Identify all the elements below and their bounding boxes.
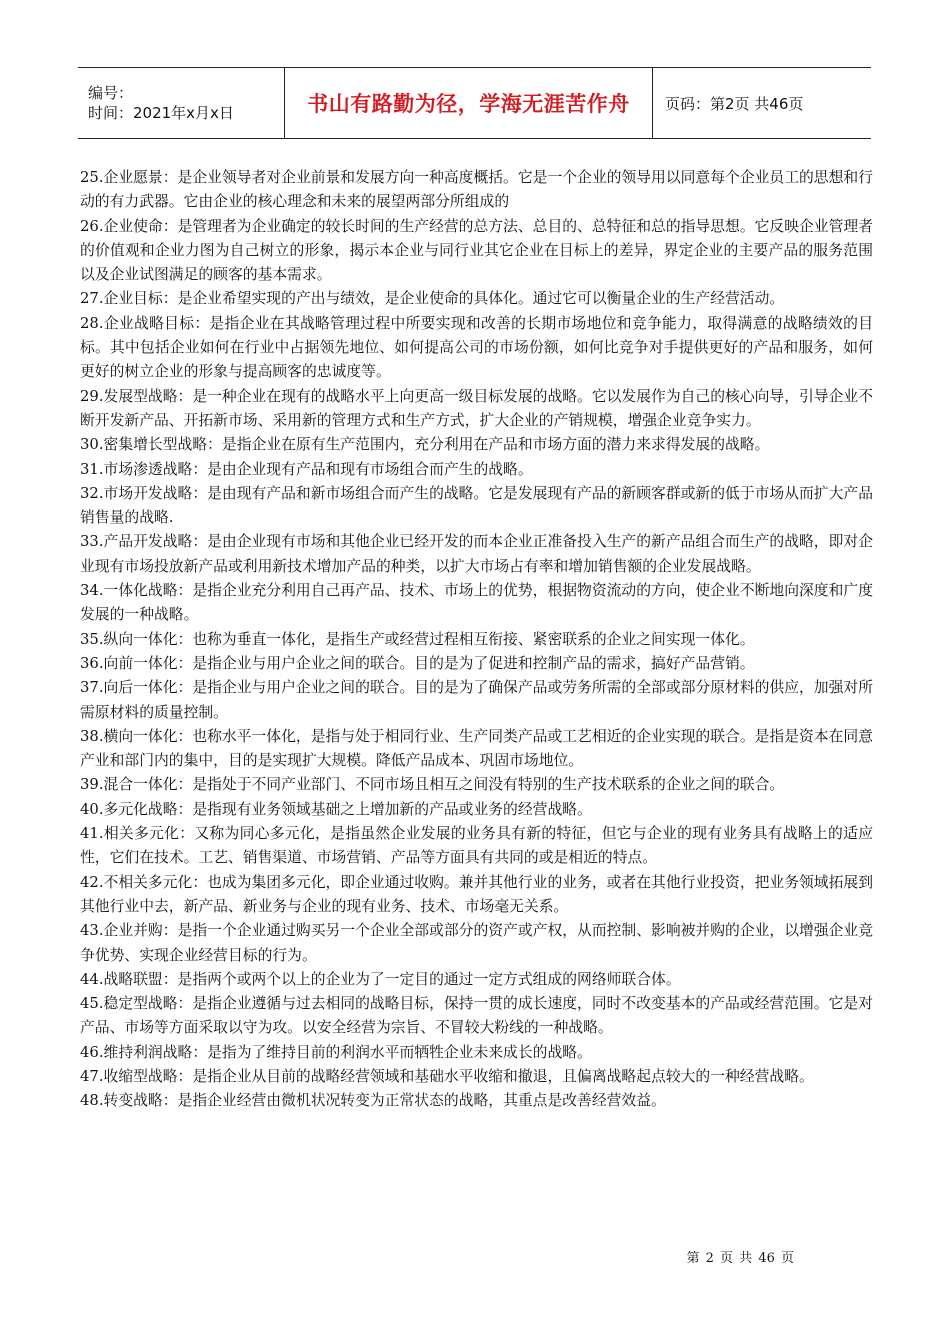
paragraph-42: 42.不相关多元化：也成为集团多元化，即企业通过收购。兼并其他行业的业务，或者在其他行业投资，把业务领域拓展到其他行业中去，新产品、新业务与企业的现有业务、技术、市场毫无关系。: [80, 873, 873, 915]
paragraph-26: 26.企业使命：是管理者为企业确定的较长时间的生产经营的总方法、总目的、总特征和总的指导思想。它反映企业管理者的价值观和企业力图为自己树立的形象，揭示本企业与同行业其它企业在目标上的差异，界定企业的主要产品的服务范围以及企业试图满足的顾客的基本需求。: [80, 217, 873, 284]
paragraph-34: 34.一体化战略：是指企业充分利用自己再产品、技术、市场上的优势，根据物资流动的方向，使企业不断地向深度和广度发展的一种战略。: [80, 582, 873, 624]
paragraph-44: 44.战略联盟：是指两个或两个以上的企业为了一定目的通过一定方式组成的网络师联合体。: [80, 970, 681, 988]
paragraph-33: 33.产品开发战略：是由企业现有市场和其他企业已经开发的而本企业正准备投入生产的新产品组合而生产的战略，即对企业现有市场投放新产品或利用新技术增加产品的种类，以扩大市场占有率和增加销售额的企业发展战略。: [80, 533, 873, 575]
time-label: 时间：2021年x月x日: [88, 104, 234, 122]
paragraph-43: 43.企业并购：是指一个企业通过购买另一个企业全部或部分的资产或产权，从而控制、影响被并购的企业，以增强企业竞争优势、实现企业经营目标的行为。: [80, 922, 873, 964]
page-number-label: 页码：第2页 共46页: [665, 94, 804, 113]
paragraph-40: 40.多元化战略：是指现有业务领域基础之上增加新的产品或业务的经营战略。: [80, 800, 592, 818]
paragraph-36: 36.向前一体化：是指企业与用户企业之间的联合。目的是为了促进和控制产品的需求，搞好产品营销。: [80, 654, 755, 672]
paragraph-28: 28.企业战略目标：是指企业在其战略管理过程中所要实现和改善的长期市场地位和竞争能力，取得满意的战略绩效的目标。其中包括企业如何在行业中占据领先地位、如何提高公司的市场份额，如何比竞争对手提供更好的产品和服务，如何更好的树立企业的形象与提高顾客的忠诚度等。: [80, 314, 873, 381]
paragraph-47: 47.收缩型战略：是指企业从目前的战略经营领域和基础水平收缩和撤退，且偏离战略起点较大的一种经营战略。: [80, 1067, 814, 1085]
paragraph-30: 30.密集增长型战略：是指企业在原有生产范围内，充分利用在产品和市场方面的潜力来求得发展的战略。: [80, 436, 770, 454]
paragraph-39: 39.混合一体化：是指处于不同产业部门、不同市场且相互之间没有特别的生产技术联系的企业之间的联合。: [80, 776, 785, 794]
paragraph-45: 45.稳定型战略：是指企业遵循与过去相同的战略目标，保持一贯的成长速度，同时不改变基本的产品或经营范围。它是对产品、市场等方面采取以守为攻。以安全经营为宗旨、不冒较大粉线的一种战略。: [80, 995, 873, 1037]
header-page-cell: [653, 68, 871, 138]
header-motto-cell: [285, 68, 653, 138]
page-footer: 第 2 页 共 46 页: [686, 1251, 794, 1266]
paragraph-29: 29.发展型战略：是一种企业在现有的战略水平上向更高一级目标发展的战略。它以发展作为自己的核心向导，引导企业不断开发新产品、开拓新市场、采用新的管理方式和生产方式，扩大企业的产销规模，增强企业竞争实力。: [80, 387, 873, 429]
paragraph-35: 35.纵向一体化：也称为垂直一体化，是指生产或经营过程相互衔接、紧密联系的企业之间实现一体化。: [80, 630, 755, 648]
motto-text: 书山有路勤为径，学海无涯苦作舟: [307, 92, 630, 116]
paragraph-38: 38.横向一体化：也称水平一体化，是指与处于相同行业、生产同类产品或工艺相近的企业实现的联合。是指是资本在同意产业和部门内的集中，目的是实现扩大规模。降低产品成本、巩固市场地位。: [80, 727, 873, 770]
paragraph-31: 31.市场渗透战略：是由企业现有产品和现有市场组合而产生的战略。: [80, 460, 533, 478]
document-body: [80, 166, 873, 1114]
page-header: [78, 67, 871, 139]
paragraph-41: 41.相关多元化：又称为同心多元化，是指虽然企业发展的业务具有新的特征，但它与企业的现有业务具有战略上的适应性，它们在技术。工艺、销售渠道、市场营销、产品等方面具有共同的或是相近的特点。: [80, 825, 873, 867]
paragraph-27: 27.企业目标：是企业希望实现的产出与绩效，是企业使命的具体化。通过它可以衡量企业的生产经营活动。: [80, 290, 785, 308]
paragraph-48: 48.转变战略：是指企业经营由微机状况转变为正常状态的战略，其重点是改善经营效益。: [80, 1092, 666, 1110]
number-label: 编号：: [88, 84, 134, 102]
header-info-cell: [78, 68, 285, 138]
paragraph-46: 46.维持利润战略：是指为了维持目前的利润水平而牺牲企业未来成长的战略。: [80, 1043, 592, 1061]
paragraph-37: 37.向后一体化：是指企业与用户企业之间的联合。目的是为了确保产品或劳务所需的全部或部分原材料的供应，加强对所需原材料的质量控制。: [80, 679, 873, 721]
paragraph-32: 32.市场开发战略：是由现有产品和新市场组合而产生的战略。它是发展现有产品的新顾客群或新的低于市场从而扩大产品销售量的战略.: [80, 484, 873, 527]
paragraph-25: 25.企业愿景：是企业领导者对企业前景和发展方向一种高度概括。它是一个企业的领导用以同意每个企业员工的思想和行动的有力武器。它由企业的核心理念和未来的展望两部分所组成的: [80, 169, 873, 211]
